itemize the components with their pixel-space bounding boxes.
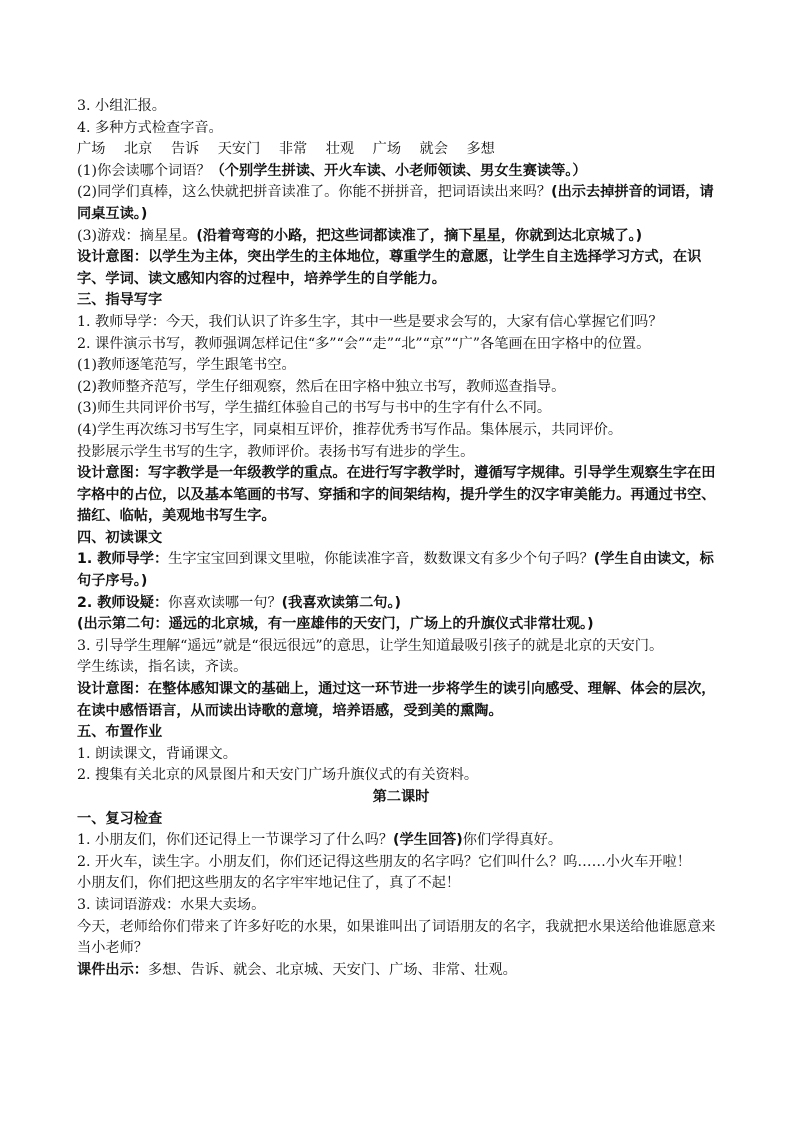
question-1-note: （个别学生拼读、开火车读、小老师领读、男女生赛读等。）	[210, 162, 587, 179]
review-step-1-tail: 你们学得真好。	[462, 832, 563, 849]
read-step-2-label: 2. 教师设疑：	[77, 594, 169, 611]
section-heading-5: 五、布置作业	[77, 724, 163, 741]
word-list	[77, 139, 725, 161]
read-step-1-label: 1. 教师导学：	[77, 551, 169, 568]
design-intent-2: 设计意图：写字教学是一年级教学的重点。在进行写字教学时，遵循写字规律。引导学生观察生字在田字格中的占位，以及基本笔画的书写、穿插和字的间架结构，提升学生的汉字审美能力。再通过书空、描红、临帖，美观地书写生字。	[77, 465, 716, 525]
praise-line: 小朋友们，你们把这些朋友的名字牢牢地记住了，真了不起！	[77, 875, 461, 892]
word-item: 天安门	[217, 141, 261, 158]
word-item: 告诉	[170, 141, 200, 158]
step-check-pronunciation: 4. 多种方式检查字音。	[77, 119, 223, 136]
fruit-game-intro: 今天，老师给你们带来了许多好吃的水果，如果谁叫出了词语朋友的名字，我就把水果送给他谁愿意来当小老师？	[77, 918, 716, 957]
word-item: 广场	[372, 141, 402, 158]
word-item: 北京	[123, 141, 153, 158]
homework-1: 1. 朗读课文，背诵课文。	[77, 745, 237, 762]
section-heading-3: 三、指导写字	[77, 292, 163, 309]
design-intent-3: 设计意图：在整体感知课文的基础上，通过这一环节进一步将学生的读引向感受、理解、体会的层次，在读中感悟语言，从而读出诗歌的意境，培养语感，受到美的熏陶。	[77, 681, 716, 719]
review-step-3: 3. 读词语游戏：水果大卖场。	[77, 896, 266, 913]
review-step-1-text: 1. 小朋友们，你们还记得上一节课学习了什么吗？	[77, 832, 393, 849]
substep-4: (4)学生再次练习书写生字，同桌相互评价，推荐优秀书写作品。集体展示，共同评价。	[77, 421, 623, 438]
word-item: 多想	[466, 141, 495, 158]
read-step-1	[77, 549, 725, 592]
question-1	[77, 161, 725, 183]
section-heading-1: 一、复习检查	[77, 810, 163, 827]
step-teacher-guide: 1. 教师导学：今天，我们认识了许多生字，其中一些是要求会写的，大家有信心掌握它们吗？	[77, 313, 663, 330]
word-item: 非常	[278, 141, 308, 158]
review-step-1	[77, 830, 725, 852]
projection-display: 投影展示学生书写的生字，教师评价。表扬书写有进步的学生。	[77, 443, 475, 460]
word-item: 广场	[77, 141, 106, 158]
homework-2: 2. 搜集有关北京的风景图片和天安门广场升旗仪式的有关资料。	[77, 767, 479, 784]
substep-2: (2)教师整齐范写，学生仔细观察，然后在田字格中独立书写，教师巡查指导。	[77, 378, 566, 395]
step-group-report: 3. 小组汇报。	[77, 98, 166, 114]
question-3	[77, 226, 725, 248]
substep-3: (3)师生共同评价书写，学生描红体验自己的书写与书中的生字有什么不同。	[77, 400, 552, 417]
question-2	[77, 182, 725, 225]
section-heading-4: 四、初读课文	[77, 529, 163, 546]
read-step-2	[77, 593, 725, 615]
lesson-2-heading: 第二课时	[372, 789, 430, 805]
read-step-1-text: 生字宝宝回到课文里啦，你能读准字音，数数课文有多少个句子吗？	[168, 551, 594, 568]
question-3-note: (沿着弯弯的小路，把这些词都读准了，摘下星星，你就到达北京城了。)	[196, 227, 643, 244]
question-2-note: (出示去掉拼音的词语，请同桌互读。)	[77, 184, 714, 222]
word-item: 就会	[419, 141, 448, 158]
question-3-text: (3)游戏：摘星星。	[77, 227, 197, 244]
design-intent-1: 设计意图：以学生为主体，突出学生的主体地位，尊重学生的意愿，让学生自主选择学习方式，在识字、学词、读文感知内容的过程中，培养学生的自学能力。	[77, 249, 702, 287]
review-step-1-note: (学生回答)	[393, 832, 463, 849]
read-step-3: 3. 引导学生理解“遥远”就是“很远很远”的意思，让学生知道最吸引孩子的就是北京的天安门。	[77, 637, 664, 654]
read-step-2-text: 你喜欢读哪一句？	[168, 594, 282, 611]
read-step-1-note: (学生自由读文，标句子序号。)	[77, 551, 714, 590]
word-item: 壮观	[325, 141, 355, 158]
read-step-2-note: (我喜欢读第二句。)	[281, 594, 402, 611]
second-sentence: (出示第二句：遥远的北京城，有一座雄伟的天安门，广场上的升旗仪式非常壮观。)	[77, 616, 594, 633]
document-page	[77, 96, 725, 981]
question-1-text: (1)你会读哪个词语？	[77, 162, 211, 179]
courseware-display	[77, 960, 725, 982]
question-2-text: (2)同学们真棒，这么快就把拼音读准了。你能不拼拼音，把词语读出来吗？	[77, 184, 552, 201]
step-courseware-demo: 2. 课件演示书写，教师强调怎样记住“多”“会”“走”“北”“京”“广”各笔画在田字格中的位置。	[77, 335, 651, 352]
review-step-2: 2. 开火车，读生字。小朋友们，你们还记得这些朋友的名字吗？它们叫什么？呜……小火车开啦！	[77, 853, 691, 870]
practice-reading: 学生练读，指名读，齐读。	[77, 659, 248, 676]
courseware-display-label: 课件出示：	[77, 961, 148, 978]
courseware-display-words: 多想、告诉、就会、北京城、天安门、广场、非常、壮观。	[147, 961, 517, 978]
substep-1: (1)教师逐笔范写，学生跟笔书空。	[77, 357, 296, 374]
